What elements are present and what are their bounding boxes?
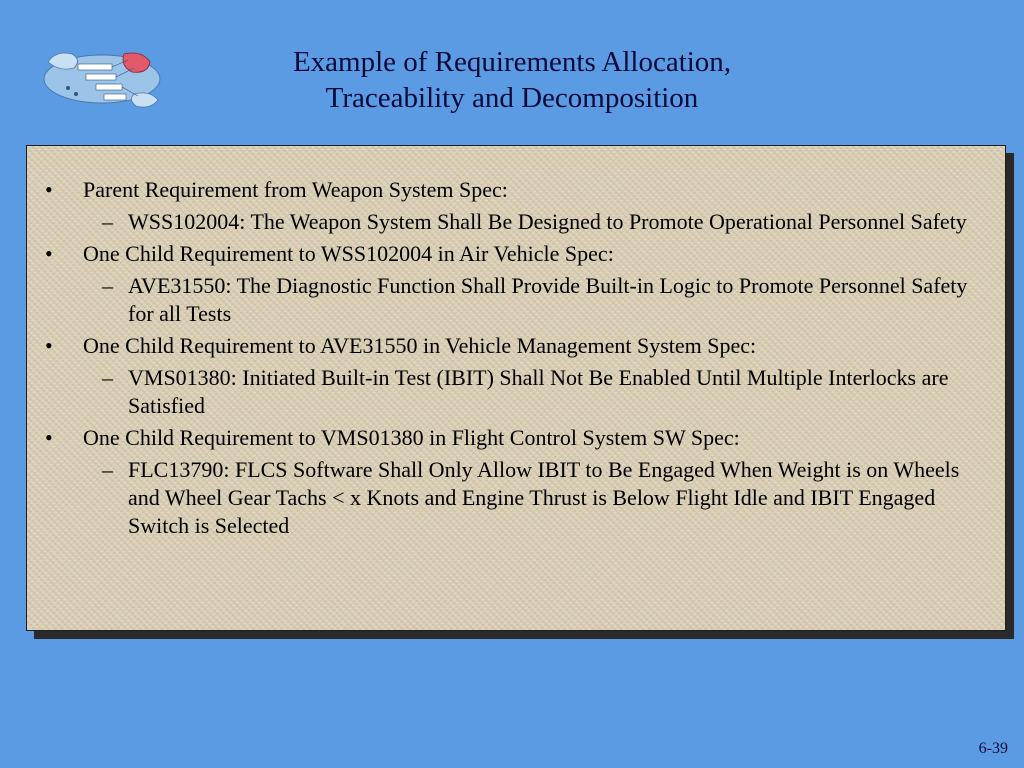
bullet-mark: • <box>45 425 53 450</box>
sub-bullet-item <box>102 272 993 328</box>
sub-bullet-text: FLC13790: FLCS Software Shall Only Allow IBIT to Be Engaged When Weight is on Wheels and Wheel Gear Tachs < x Knots and Engine Thrust is Below Flight Idle and IBIT Engaged Switch is Selected <box>128 457 960 538</box>
process-map-logo <box>38 44 166 110</box>
dash-mark: – <box>102 457 113 482</box>
bullet-item <box>45 240 995 268</box>
sub-bullet-text: VMS01380: Initiated Built-in Test (IBIT) Shall Not Be Enabled Until Multiple Interlocks are Satisfied <box>128 365 949 418</box>
sub-bullet-item <box>102 456 993 540</box>
title-line-2: Traceability and Decomposition <box>325 82 699 114</box>
dash-mark: – <box>102 365 113 390</box>
page-number: 6-39 <box>978 740 1008 757</box>
title-line-1: Example of Requirements Allocation, <box>292 46 732 78</box>
bullet-text: One Child Requirement to AVE31550 in Vehicle Management System Spec: <box>83 333 757 358</box>
sub-bullet-text: AVE31550: The Diagnostic Function Shall Provide Built-in Logic to Promote Personnel Safety for all Tests <box>128 273 968 326</box>
bullet-item <box>45 332 995 360</box>
content-panel <box>26 145 1006 631</box>
bullet-text: One Child Requirement to WSS102004 in Air Vehicle Spec: <box>83 241 614 266</box>
bullet-mark: • <box>45 333 53 358</box>
sub-bullet-item <box>102 364 993 420</box>
sub-bullet-text: WSS102004: The Weapon System Shall Be Designed to Promote Operational Personnel Safety <box>128 209 967 234</box>
bullet-mark: • <box>45 177 53 202</box>
dash-mark: – <box>102 273 113 298</box>
dash-mark: – <box>102 209 113 234</box>
bullet-item <box>45 424 995 452</box>
bullet-item <box>45 176 995 204</box>
bullet-mark: • <box>45 241 53 266</box>
slide-title <box>200 44 824 116</box>
sub-bullet-item <box>102 208 993 236</box>
bullet-text: Parent Requirement from Weapon System Spec: <box>83 177 508 202</box>
bullet-text: One Child Requirement to VMS01380 in Flight Control System SW Spec: <box>83 425 740 450</box>
bullet-list <box>27 176 1005 544</box>
